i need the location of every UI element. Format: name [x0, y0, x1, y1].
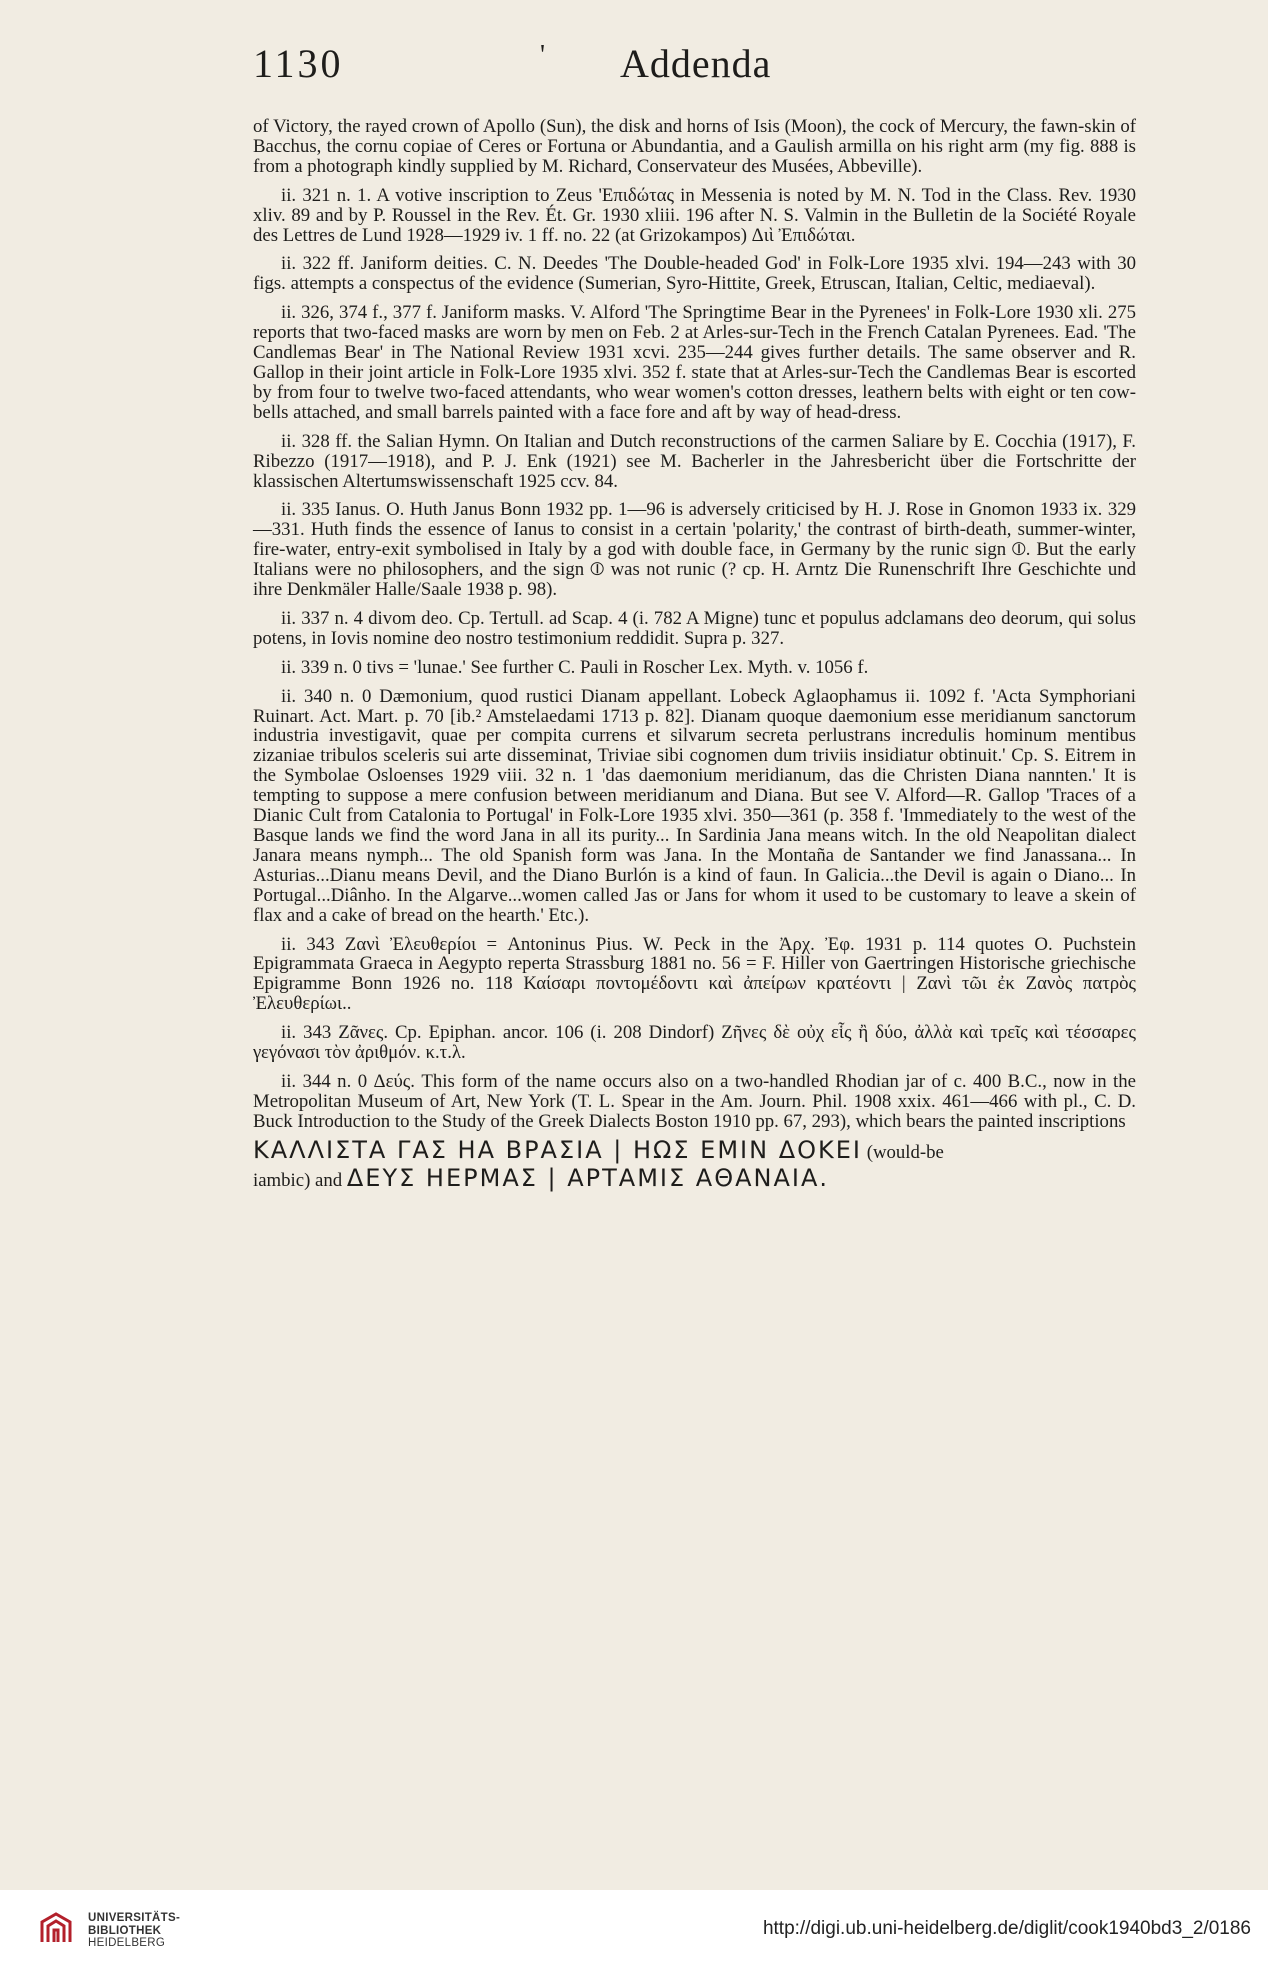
paragraph: ii. 322 ff. Janiform deities. C. N. Deedes 'The Double-headed God' in Folk-Lore 1935 xlvi. 194—243 with 30 figs. attempts a conspectus of the evidence (Sumerian, Syro-Hittite, Greek, Etruscan, Italian, Celtic, mediaeval).	[253, 253, 1136, 295]
page-number: 1130	[253, 41, 344, 86]
library-name-line: BIBLIOTHEK	[88, 1924, 162, 1937]
source-url-link[interactable]: http://digi.ub.uni-heidelberg.de/diglit/cook1940bd3_2/0186	[762, 1918, 1251, 1939]
library-logo-icon	[36, 1908, 76, 1948]
footer	[0, 1890, 1268, 1962]
running-head: Addenda	[620, 41, 772, 86]
inscription-line-1	[253, 1135, 1136, 1164]
body-text	[253, 117, 1136, 1191]
paragraph: ii. 343 Ζανὶ Ἐλευθερίοι = Antoninus Pius. W. Peck in the Ἀρχ. Ἐφ. 1931 p. 114 quotes O. Puchstein Epigrammata Graeca in Aegypto reperta Strassburg 1881 no. 56 = F. Hiller von Gaertringen Historische griechische Epigramme Bonn 1926 no. 118 Καίσαρι ποντομέδοντι καὶ ἀπείρων κρατέοντι | Ζανὶ τῶι ἐκ Ζανὸς πατρὸς Ἐλευθερίωι..	[253, 933, 1136, 1015]
library-name	[88, 1912, 180, 1950]
library-name-line: UNIVERSITÄTS-	[88, 1912, 181, 1924]
inscription-greek-1: ΚΑΛΛΙΣΤΑ ΓΑΣ ΗΑ ΒΡΑΣΙΑ | ΗΩΣ ΕΜΙΝ ΔΟΚΕΙ	[253, 1135, 862, 1164]
paragraph: ii. 343 Ζᾶνες. Cp. Epiphan. ancor. 106 (i. 208 Dindorf) Ζῆνες δὲ οὐχ εἷς ἢ δύο, ἀλλὰ καὶ τρεῖς καὶ τέσσαρες γεγόνασι τὸν ἀριθμόν. κ.τ.λ.	[253, 1022, 1136, 1064]
paragraph: ii. 339 n. 0 tivs = 'lunae.' See further C. Pauli in Roscher Lex. Myth. v. 1056 f.	[281, 656, 869, 678]
inscription-note: (would-be	[866, 1141, 944, 1163]
paragraph: ii. 335 Ianus. O. Huth Janus Bonn 1932 pp. 1—96 is adversely criticised by H. J. Rose in Gnomon 1933 ix. 329—331. Huth finds the essence of Ianus to consist in a certain 'polarity,' the contrast of birth-death, summer-winter, fire-water, entry-exit symbolised in Italy by a god with double face, in Germany by the runic sign ⦶. But the early Italians were no philosophers, and the sign ⦶ was not runic (? cp. H. Arntz Die Runenschrift Ihre Geschichte und ihre Denkmäler Halle/Saale 1938 p. 98).	[253, 499, 1136, 601]
paragraph: ii. 337 n. 4 divom deo. Cp. Tertull. ad Scap. 4 (i. 782 A Migne) tunc et populus adclamans deo deorum, qui solus potens, in Iovis nomine deo nostro testimonium reddidit. Supra p. 327.	[253, 607, 1136, 649]
inscription-block	[253, 1135, 1136, 1192]
page-mark: '	[540, 40, 546, 71]
paragraph: of Victory, the rayed crown of Apollo (Sun), the disk and horns of Isis (Moon), the cock of Mercury, the fawn-skin of Bacchus, the cornu copiae of Ceres or Fortuna or Abundantia, and a Gaulish armilla on his right arm (my fig. 888 is from a photograph kindly supplied by M. Richard, Conservateur des Musées, Abbeville).	[253, 116, 1136, 177]
inscription-greek-2: ΔΕΥΣ ΗΕΡΜΑΣ | ΑΡΤΑΜΙΣ ΑΘΑΝΑΙΑ.	[346, 1163, 830, 1192]
inscription-prefix: iambic) and	[253, 1169, 343, 1191]
paragraph: ii. 340 n. 0 Dæmonium, quod rustici Dianam appellant. Lobeck Aglaophamus ii. 1092 f. 'Acta Symphoriani Ruinart. Act. Mart. p. 70 [ib.² Amstelaedami 1713 p. 82]. Dianam quoque daemonium esse meridianum sanctorum industria investigavit, quae per compita currens et silvarum secreta perlustrans incredulis hominum mentibus zizaniae tribulos sceleris sui arte disseminat, Triviae sibi cognomen dum triviis insidiatur obtinuit.' Cp. S. Eitrem in the Symbolae Osloenses 1929 viii. 32 n. 1 'das daemonium meridianum, das die Christen Diana nannten.' It is tempting to suppose a mere confusion between meridianum and Diana. But see V. Alford—R. Gallop 'Traces of a Dianic Cult from Catalonia to Portugal' in Folk-Lore 1935 xlvi. 350—361 (p. 358 f. 'Immediately to the west of the Basque lands we find the word Jana in all its purity... In Sardinia Jana means witch. In the old Neapolitan dialect Janara means nymph... The old Spanish form was Jana. In the Montaña de Santander we find Janassana... In Asturias...Dianu means Devil, and the Diano Burlón is a kind of faun. In Galicia...the Devil is again o Diano... In Portugal...Diânho. In the Algarve...women called Jas or Jans for whom it used to be customary to leave a skein of flax and a cake of bread on the hearth.' Etc.).	[253, 685, 1136, 926]
inscription-line-2	[253, 1163, 1136, 1192]
paragraph: ii. 328 ff. the Salian Hymn. On Italian and Dutch reconstructions of the carmen Saliare by E. Cocchia (1917), F. Ribezzo (1917—1918), and P. J. Enk (1921) see M. Bacherler in the Jahresbericht über die Fortschritte der klassischen Altertumswissenschaft 1925 ccv. 84.	[253, 430, 1136, 492]
library-name-line: HEIDELBERG	[88, 1937, 166, 1949]
paragraph: ii. 344 n. 0 Δεύς. This form of the name occurs also on a two-handled Rhodian jar of c. 400 B.C., now in the Metropolitan Museum of Art, New York (T. L. Spear in the Am. Journ. Phil. 1908 xxix. 461—466 with pl., C. D. Buck Introduction to the Study of the Greek Dialects Boston 1910 pp. 67, 293), which bears the painted inscriptions	[253, 1070, 1136, 1132]
page-header	[253, 40, 1131, 98]
paragraph: ii. 326, 374 f., 377 f. Janiform masks. V. Alford 'The Springtime Bear in the Pyrenees' in Folk-Lore 1930 xli. 275 reports that two-faced masks are worn by men on Feb. 2 at Arles-sur-Tech in the French Catalan Pyrenees. Ead. 'The Candlemas Bear' in The National Review 1931 xcvi. 235—244 gives further details. The same observer and R. Gallop in their joint article in Folk-Lore 1935 xlvi. 352 f. state that at Arles-sur-Tech the Candlemas Bear is escorted by from four to twelve two-faced attendants, who wear women's cotton dresses, leathern belts with eight or ten cow-bells attached, and small barrels painted with a face fore and aft by way of head-dress.	[253, 302, 1136, 423]
paragraph: ii. 321 n. 1. A votive inscription to Zeus 'Επιδώτας in Messenia is noted by M. N. Tod in the Class. Rev. 1930 xliv. 89 and by P. Roussel in the Rev. Ét. Gr. 1930 xliii. 196 after N. S. Valmin in the Bulletin de la Société Royale des Lettres de Lund 1928—1929 iv. 1 ff. no. 22 (at Grizokampos) Διὶ Ἐπιδώται.	[253, 184, 1136, 246]
